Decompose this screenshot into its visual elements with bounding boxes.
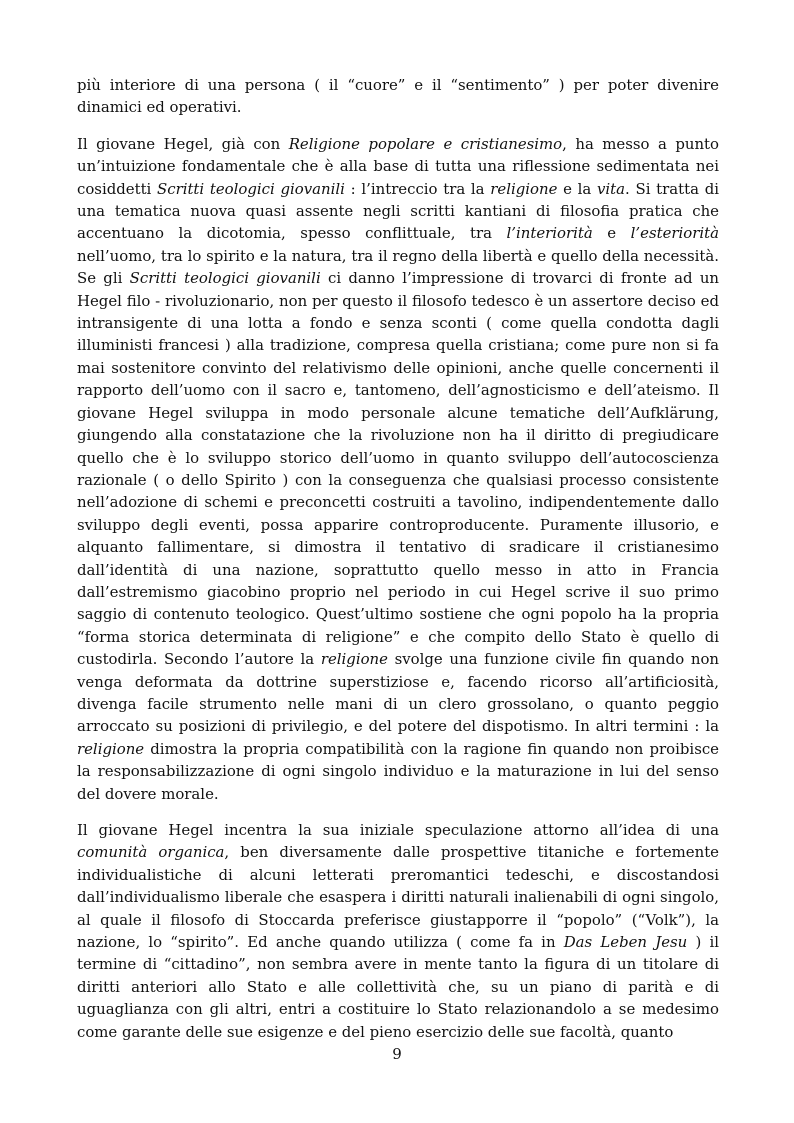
text-run: e <box>592 224 631 243</box>
text-run: : l’intreccio tra la <box>344 179 491 198</box>
text-run: nell’uomo, tra lo spirito e la natura, tra il regno della libertà e quello della necessità. Se gli <box>77 246 719 288</box>
italic-text: Scritti teologici giovanili <box>157 179 345 198</box>
text-run: Il giovane Hegel, già con <box>77 134 289 153</box>
text-run: , ha messo a punto un’intuizione fondamentale che è alla base di tutta una riflessione sedimentata nei cosiddetti <box>77 134 719 198</box>
text-run: più interiore di una persona ( il “cuore” e il “sentimento” ) per poter divenire dinamici ed operativi. <box>77 76 719 117</box>
paragraph-3 <box>77 819 719 1043</box>
text-run: e la <box>557 179 597 198</box>
italic-text: l’interiorità <box>506 224 593 243</box>
page-number: 9 <box>392 1045 402 1063</box>
text-run: dimostra la propria compatibilità con la ragione fin quando non proibisce la responsabilizzazione di ogni singolo individuo e la maturazione in lui del senso del dovere morale. <box>77 739 719 803</box>
italic-text: religione <box>320 650 388 669</box>
paragraph-2 <box>77 133 719 805</box>
italic-text: religione <box>490 179 558 198</box>
italic-text: Scritti teologici giovanili <box>129 269 321 288</box>
italic-text: Religione popolare e cristianesimo <box>288 134 563 153</box>
text-run: . Si tratta di una tematica nuova quasi assente negli scritti kantiani di filosofia pratica che accentuano la dicotomia, spesso conflittuale, tra <box>77 179 719 243</box>
text-run: Il giovane Hegel incentra la sua iniziale speculazione attorno all’idea di una <box>77 821 719 839</box>
body-text <box>77 74 719 1057</box>
text-run: , ben diversamente dalle prospettive titaniche e fortemente individualistiche di alcuni letterati preromantici tedeschi, e discostandosi dall’individualismo liberale che esaspera i diritti naturali inalienabili di ogni singolo, al quale il filosofo di Stoccarda preferisce giustapporre il “popolo” (“Volk”), la nazione, lo “spirito”. Ed anche quando utilizza ( come fa in <box>77 843 719 952</box>
text-run: ) il termine di “cittadino”, non sembra avere in mente tanto la figura di un titolare di diritti anteriori allo Stato e alle collettività che, su un piano di parità e di uguaglianza con gli altri, entri a costituire lo Stato relazionandolo a se medesimo come garante delle sue esigenze e del pieno esercizio delle sue facoltà, quanto <box>77 933 719 1041</box>
text-run: ci danno l’impressione di trovarci di fronte ad un Hegel filo - rivoluzionario, non per questo il filosofo tedesco è un assertore deciso ed intransigente di una lotta a fondo e senza sconti ( come quella condotta dagli illuministi francesi ) alla tradizione, compresa quella cristiana; come pure non si fa mai sostenitore convinto del relativismo delle opinioni, anche quelle concernenti il rapporto dell’uomo con il sacro e, tantomeno, dell’agnosticismo e dell’ateismo. Il giovane Hegel sviluppa in modo personale alcune tematiche dell’Aufklärung, giungendo alla constatazione che la rivoluzione non ha il diritto di pregiudicare quello che è lo sviluppo storico dell’uomo in quanto sviluppo dell’autocoscienza razionale ( o dello Spirito ) con la conseguenza che qualsiasi processo consistente nell’adozione di schemi e preconcetti costruiti a tavolino, indipendentemente dallo sviluppo degli eventi, possa apparire controproducente. Puramente illusorio, e alquanto fallimentare, si dimostra il tentativo di sradicare il cristianesimo dall’identità di una nazione, soprattutto quello messo in atto in Francia dall’estremismo giacobino proprio nel periodo in cui Hegel scrive il suo primo saggio di contenuto teologico. Quest’ultimo sostiene che ogni popolo ha la propria “forma storica determinata di religione” e che compito dello Stato è quello di custodirla. Secondo l’autore la <box>77 269 719 669</box>
italic-text: religione <box>77 739 145 758</box>
italic-text: vita <box>597 179 626 198</box>
italic-text: l’esteriorità <box>630 224 720 243</box>
italic-text: Das Leben Jesu <box>563 933 688 952</box>
italic-text: comunità organica <box>77 843 225 862</box>
paragraph-1 <box>77 74 719 119</box>
text-run: svolge una funzione civile fin quando non venga deformata da dottrine superstiziose e, facendo ricorso all’artificiosità, divenga facile strumento nelle mani di un clero grossolano, o quanto peggio arroccato su posizioni di privilegio, e del potere del dispotismo. In altri termini : la <box>77 650 719 736</box>
